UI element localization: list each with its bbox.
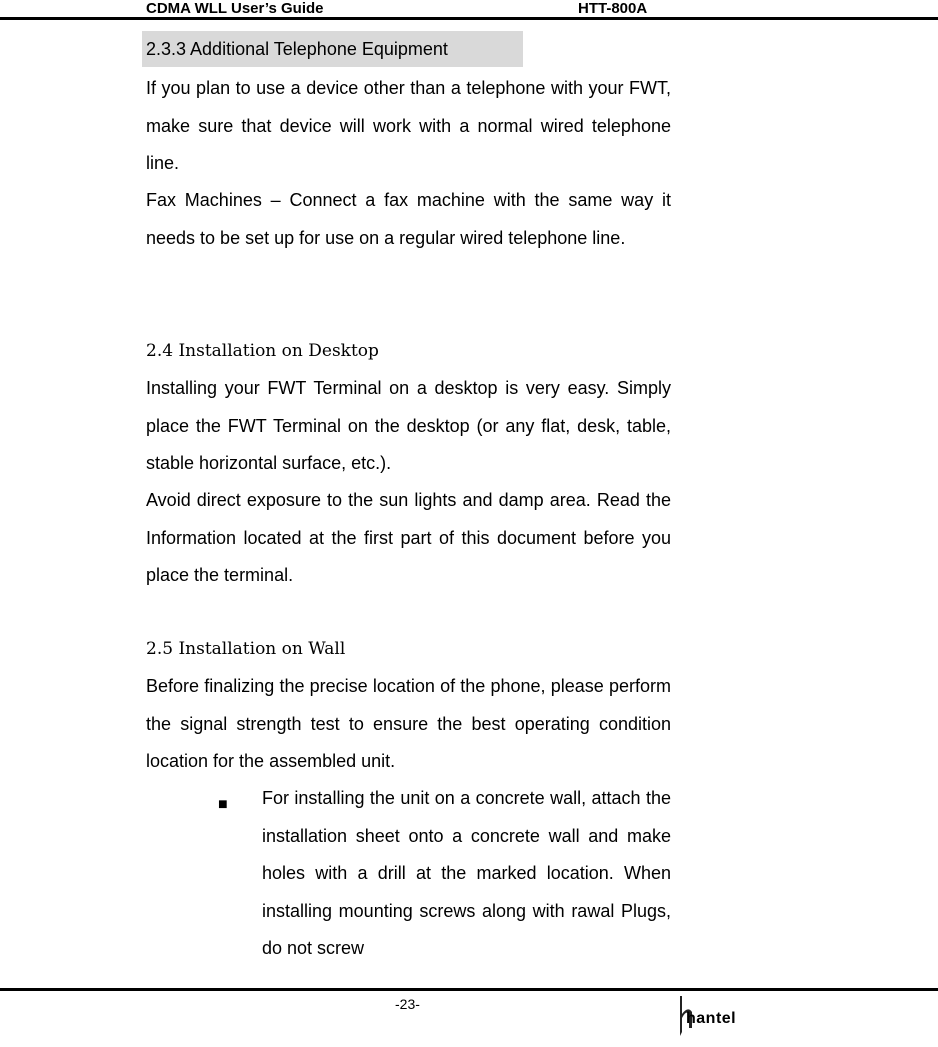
section-heading-25: 2.5 Installation on Wall [146,639,346,659]
page-number: -23- [395,996,420,1012]
footer-rule [0,988,938,991]
paragraph-additional-equipment: If you plan to use a device other than a telephone with your FWT, make sure that device will work with a normal wired telephone line. [146,78,671,173]
logo-text: hantel [686,1010,737,1027]
header-rule [0,17,938,20]
section-heading-233: 2.3.3 Additional Telephone Equipment [146,39,448,59]
header-left-title: CDMA WLL User’s Guide [146,0,324,17]
section-heading-box [142,31,523,67]
paragraph-fax-machines: Fax Machines – Connect a fax machine with the same way it needs to be set up for use on a regular wired telephone line. [146,190,671,248]
paragraph-avoid-exposure: Avoid direct exposure to the sun lights and damp area. Read the Information located at the first part of this document before you place the terminal. [146,490,671,585]
header-model-number: HTT-800A [578,0,648,17]
section-heading-24: 2.4 Installation on Desktop [146,341,379,361]
bullet-square-icon: ■ [218,796,228,813]
paragraph-desktop-install: Installing your FWT Terminal on a desktop is very easy. Simply place the FWT Terminal on the desktop (or any flat, desk, table, stable horizontal surface, etc.). [146,378,671,473]
bullet-concrete-wall: For installing the unit on a concrete wall, attach the installation sheet onto a concrete wall and make holes with a drill at the marked location. When installing mounting screws along with rawal Plugs, do not screw [262,788,671,958]
paragraph-wall-install: Before finalizing the precise location of the phone, please perform the signal strength test to ensure the best operating condition location for the assembled unit. [146,676,671,771]
hantel-logo [676,992,746,1042]
